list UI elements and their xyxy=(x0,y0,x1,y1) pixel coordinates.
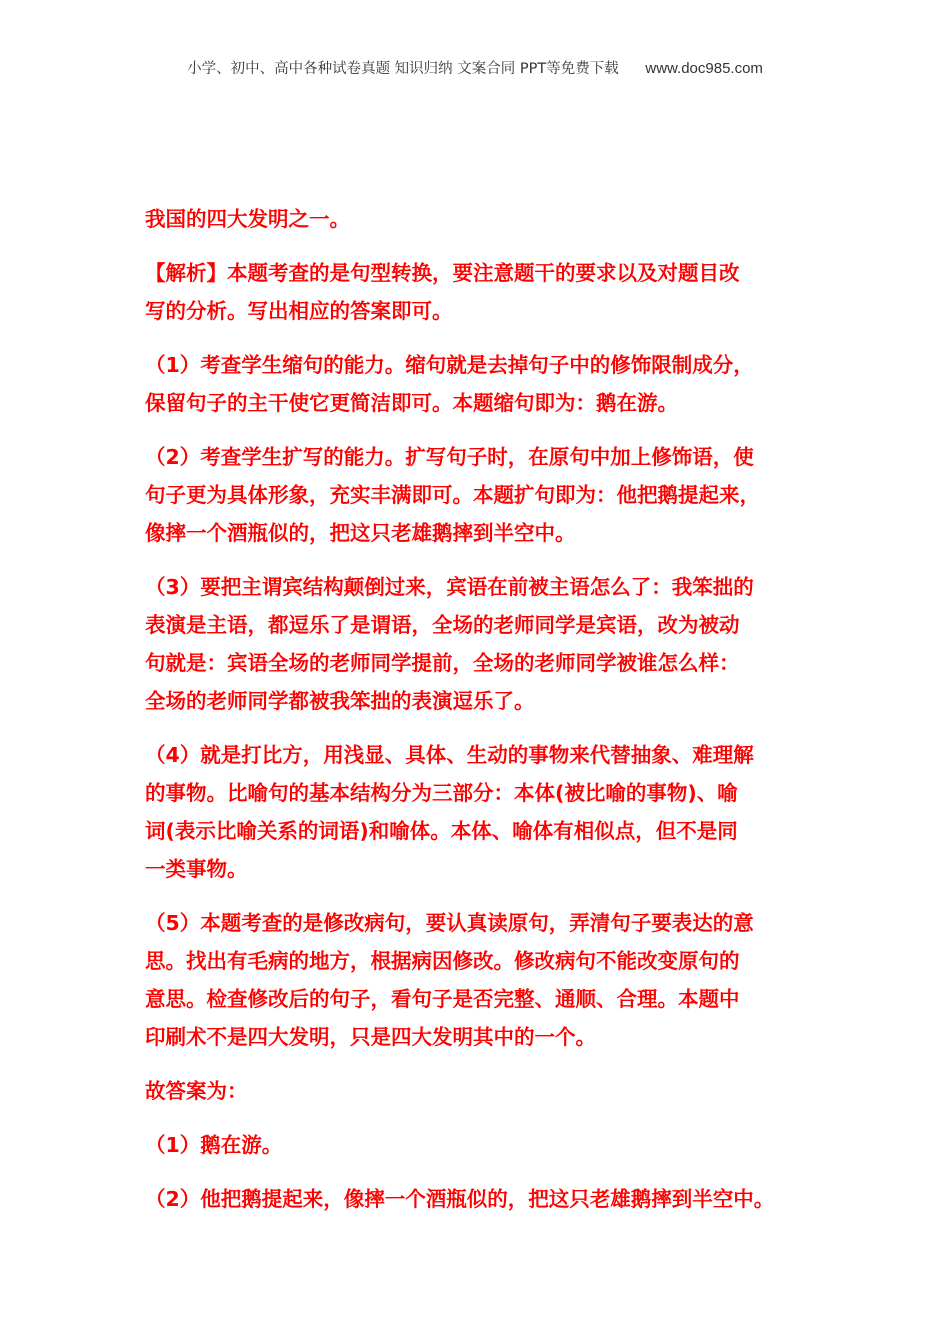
text-line: 意思。检查修改后的句子，看句子是否完整、通顺、合理。本题中 xyxy=(145,987,740,1011)
text-line: 像摔一个酒瓶似的，把这只老雄鹅摔到半空中。 xyxy=(145,521,576,545)
paragraph-item-2 xyxy=(145,438,825,552)
header-text: 小学、初中、高中各种试卷真题 知识归纳 文案合同 PPT等免费下载 xyxy=(187,61,619,77)
paragraph-answer-2 xyxy=(145,1180,825,1218)
text-line: 句子更为具体形象，充实丰满即可。本题扩句即为：他把鹅提起来， xyxy=(145,483,760,507)
text-line: （1）鹅在游。 xyxy=(145,1133,283,1157)
text-line: 思。找出有毛病的地方，根据病因修改。修改病句不能改变原句的 xyxy=(145,949,740,973)
text-line: （2）考查学生扩写的能力。扩写句子时，在原句中加上修饰语，使 xyxy=(145,445,754,469)
text-line: 【解析】本题考查的是句型转换，要注意题干的要求以及对题目改 xyxy=(145,261,740,285)
header-url: www.doc985.com xyxy=(645,60,763,77)
text-line: （5）本题考查的是修改病句，要认真读原句，弄清句子要表达的意 xyxy=(145,911,754,935)
page-header xyxy=(0,57,950,78)
text-line: 写的分析。写出相应的答案即可。 xyxy=(145,299,453,323)
text-line: 词(表示比喻关系的词语)和喻体。本体、喻体有相似点，但不是同 xyxy=(145,819,738,843)
text-line: 印刷术不是四大发明，只是四大发明其中的一个。 xyxy=(145,1025,596,1049)
text-line: 的事物。比喻句的基本结构分为三部分：本体(被比喻的事物)、喻 xyxy=(145,781,738,805)
text-line: 一类事物。 xyxy=(145,857,248,881)
paragraph-item-1 xyxy=(145,346,825,422)
paragraph-item-5 xyxy=(145,904,825,1056)
paragraph-answer-heading xyxy=(145,1072,825,1110)
document-body xyxy=(145,200,825,1234)
paragraph-item-4 xyxy=(145,736,825,888)
paragraph-intro xyxy=(145,200,825,238)
text-line: （4）就是打比方，用浅显、具体、生动的事物来代替抽象、难理解 xyxy=(145,743,754,767)
text-line: 故答案为： xyxy=(145,1079,248,1103)
paragraph-analysis xyxy=(145,254,825,330)
text-line: （1）考查学生缩句的能力。缩句就是去掉句子中的修饰限制成分， xyxy=(145,353,754,377)
text-line: 我国的四大发明之一。 xyxy=(145,207,350,231)
paragraph-answer-1 xyxy=(145,1126,825,1164)
text-line: 保留句子的主干使它更简洁即可。本题缩句即为：鹅在游。 xyxy=(145,391,678,415)
paragraph-item-3 xyxy=(145,568,825,720)
text-line: 全场的老师同学都被我笨拙的表演逗乐了。 xyxy=(145,689,535,713)
text-line: 句就是：宾语全场的老师同学提前，全场的老师同学被谁怎么样： xyxy=(145,651,740,675)
text-line: （3）要把主谓宾结构颠倒过来，宾语在前被主语怎么了：我笨拙的 xyxy=(145,575,754,599)
text-line: 表演是主语，都逗乐了是谓语，全场的老师同学是宾语，改为被动 xyxy=(145,613,740,637)
text-line: （2）他把鹅提起来，像摔一个酒瓶似的，把这只老雄鹅摔到半空中。 xyxy=(145,1187,775,1211)
